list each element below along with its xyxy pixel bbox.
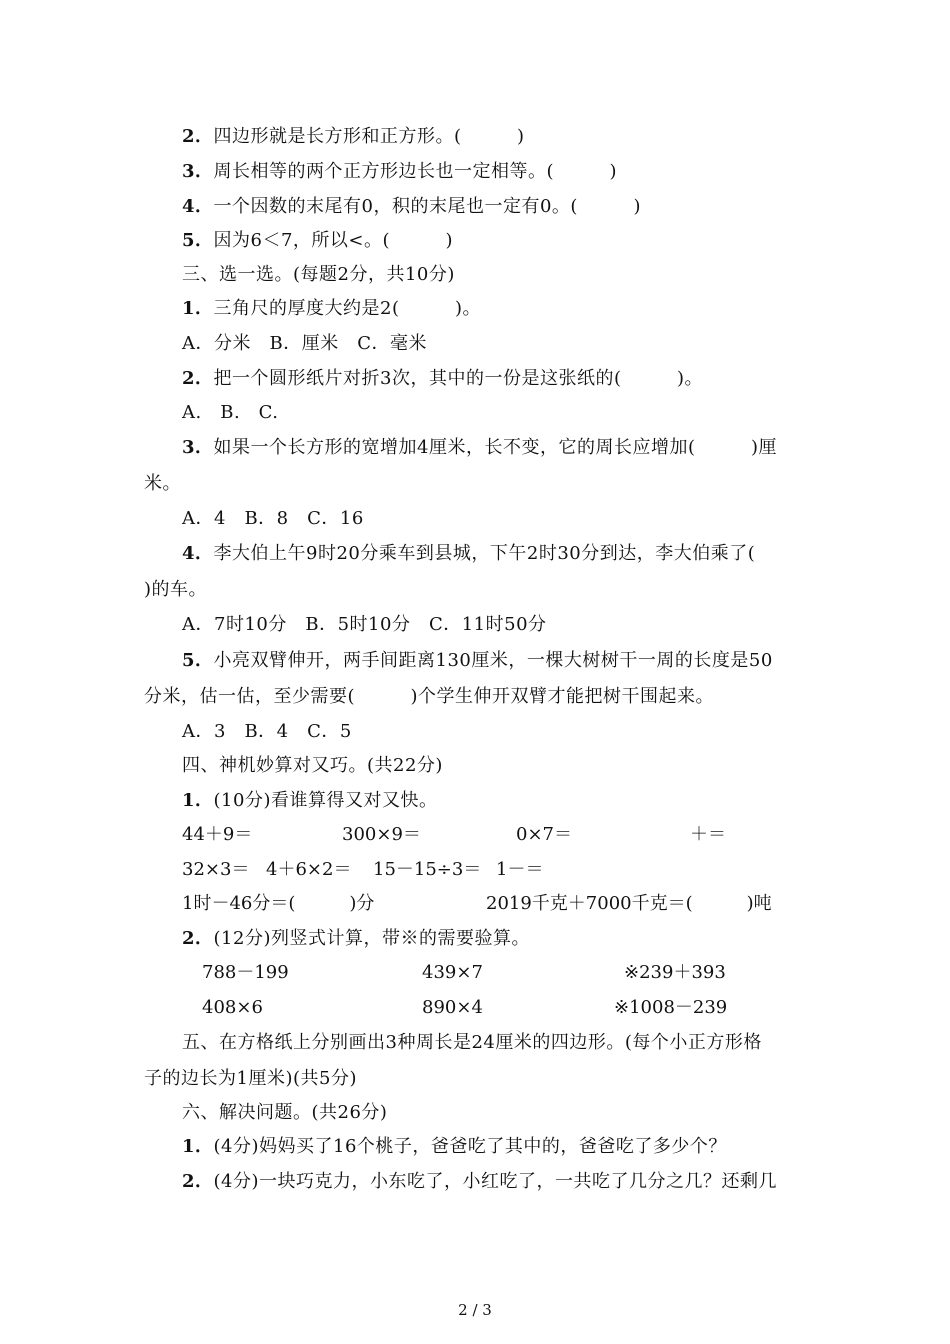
page-number: 2 / 3 (458, 1301, 492, 1319)
section-3-title: 三、选一选。(每题2分，共10分) (182, 264, 455, 285)
choice-item-1: 1．三角尺的厚度大约是2( )。 (182, 298, 482, 319)
section-5-cont: 子的边长为1厘米)(共5分) (144, 1068, 357, 1089)
calc-cell: 1时－46分＝( )分 (182, 893, 375, 914)
judge-item-3: 3．周长相等的两个正方形边长也一定相等。( ) (182, 161, 618, 182)
choice-item-5-cont: 分米，估一估，至少需要( )个学生伸开双臂才能把树干围起来。 (144, 686, 715, 707)
vertical-cell: 788－199 (202, 962, 289, 983)
vertical-cell: ※1008－239 (614, 997, 728, 1018)
choice-item-2-options: A. B. C. (182, 402, 279, 423)
vertical-cell: 439×7 (422, 962, 483, 983)
choice-item-3-cont: 米。 (144, 473, 181, 494)
calc-cell: 1－＝ (496, 859, 544, 880)
judge-item-5: 5．因为6＜7，所以<。( ) (182, 230, 454, 251)
choice-item-4-cont: )的车。 (144, 579, 208, 600)
calc-cell: 44＋9＝ (182, 824, 253, 845)
choice-item-3-options: A．4 B．8 C．16 (182, 508, 364, 529)
problem-item-2: 2．(4分)一块巧克力，小东吃了，小红吃了，一共吃了几分之几？还剩几 (182, 1171, 778, 1192)
judge-item-2: 2．四边形就是长方形和正方形。( ) (182, 126, 525, 147)
section-5-title: 五、在方格纸上分别画出3种周长是24厘米的四边形。(每个小正方形格 (182, 1032, 762, 1053)
calc-cell: 15－15÷3＝ (373, 859, 482, 880)
calc-item-1: 1．(10分)看谁算得又对又快。 (182, 790, 438, 811)
calc-cell: 32×3＝ (182, 859, 250, 880)
choice-item-5: 5．小亮双臂伸开，两手间距离130厘米，一棵大树树干一周的长度是50 (182, 650, 773, 671)
problem-item-1: 1．(4分)妈妈买了16个桃子，爸爸吃了其中的，爸爸吃了多少个？ (182, 1136, 727, 1157)
judge-item-4: 4．一个因数的末尾有0，积的末尾也一定有0。( ) (182, 196, 641, 217)
choice-item-1-options: A．分米 B．厘米 C．毫米 (182, 333, 427, 354)
section-6-title: 六、解决问题。(共26分) (182, 1102, 388, 1123)
calc-cell: 0×7＝ (516, 824, 572, 845)
vertical-cell: 890×4 (422, 997, 483, 1018)
calc-cell: ＋＝ (690, 824, 726, 845)
calc-cell: 4＋6×2＝ (266, 859, 352, 880)
choice-item-3: 3．如果一个长方形的宽增加4厘米，长不变，它的周长应增加( )厘 (182, 437, 778, 458)
choice-item-2: 2．把一个圆形纸片对折3次，其中的一份是这张纸的( )。 (182, 368, 704, 389)
choice-item-4: 4．李大伯上午9时20分乘车到县城，下午2时30分到达，李大伯乘了( (182, 543, 756, 564)
section-4-title: 四、神机妙算对又巧。(共22分) (182, 755, 443, 776)
choice-item-5-options: A．3 B．4 C．5 (182, 721, 352, 742)
calc-item-2: 2．(12分)列竖式计算，带※的需要验算。 (182, 928, 530, 949)
calc-cell: 300×9＝ (342, 824, 421, 845)
choice-item-4-options: A．7时10分 B．5时10分 C．11时50分 (182, 614, 547, 635)
vertical-cell: 408×6 (202, 997, 263, 1018)
calc-cell: 2019千克＋7000千克＝( )吨 (486, 893, 772, 914)
vertical-cell: ※239＋393 (624, 962, 726, 983)
